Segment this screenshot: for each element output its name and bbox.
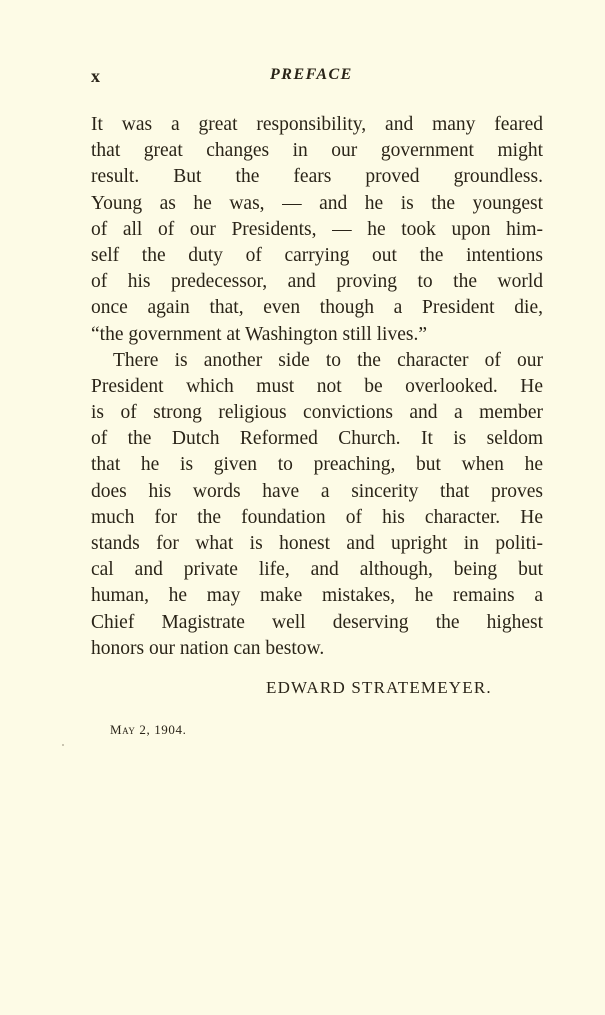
author-signature: EDWARD STRATEMEYER. (266, 678, 492, 697)
text-line: “the government at Washington still lives.” (91, 323, 428, 345)
running-title: PREFACE (270, 66, 353, 83)
text-line: that great changes in our government might (91, 140, 543, 162)
text-line: stands for what is honest and upright in politi- (91, 533, 543, 554)
text-line: President which must not be overlooked. He (91, 375, 543, 397)
text-line: Young as he was, — and he is the youngest (91, 192, 543, 214)
text-line: human, he may make mistakes, he remains a (91, 585, 543, 607)
text-line: is of strong religious convictions and a member (91, 402, 543, 424)
text-line: It was a great responsibility, and many feared (91, 114, 543, 135)
text-line: does his words have a sincerity that proves (91, 480, 543, 502)
text-line: that he is given to preaching, but when he (91, 454, 543, 476)
dateline (110, 722, 186, 738)
page-number: x (91, 66, 101, 86)
text-line: cal and private life, and although, being but (91, 559, 543, 581)
dateline-rest: 2, 1904. (135, 722, 187, 737)
text-line: of his predecessor, and proving to the world (91, 271, 543, 293)
text-line: of all of our Presidents, — he took upon him- (91, 218, 543, 240)
preface-body (91, 112, 543, 662)
text-line: There is another side to the character of our (113, 349, 543, 371)
text-line: result. But the fears proved groundless. (91, 166, 543, 188)
text-line: self the duty of carrying out the intentions (91, 244, 543, 266)
running-head (91, 66, 543, 90)
text-line: much for the foundation of his character. He (91, 506, 543, 528)
paper-speck (62, 744, 64, 746)
text-line: once again that, even though a President die, (91, 297, 543, 319)
dateline-month: May (110, 722, 136, 737)
text-line: honors our nation can bestow. (91, 637, 325, 659)
text-line: Chief Magistrate well deserving the highest (91, 611, 543, 633)
text-line: of the Dutch Reformed Church. It is seldom (91, 428, 543, 450)
